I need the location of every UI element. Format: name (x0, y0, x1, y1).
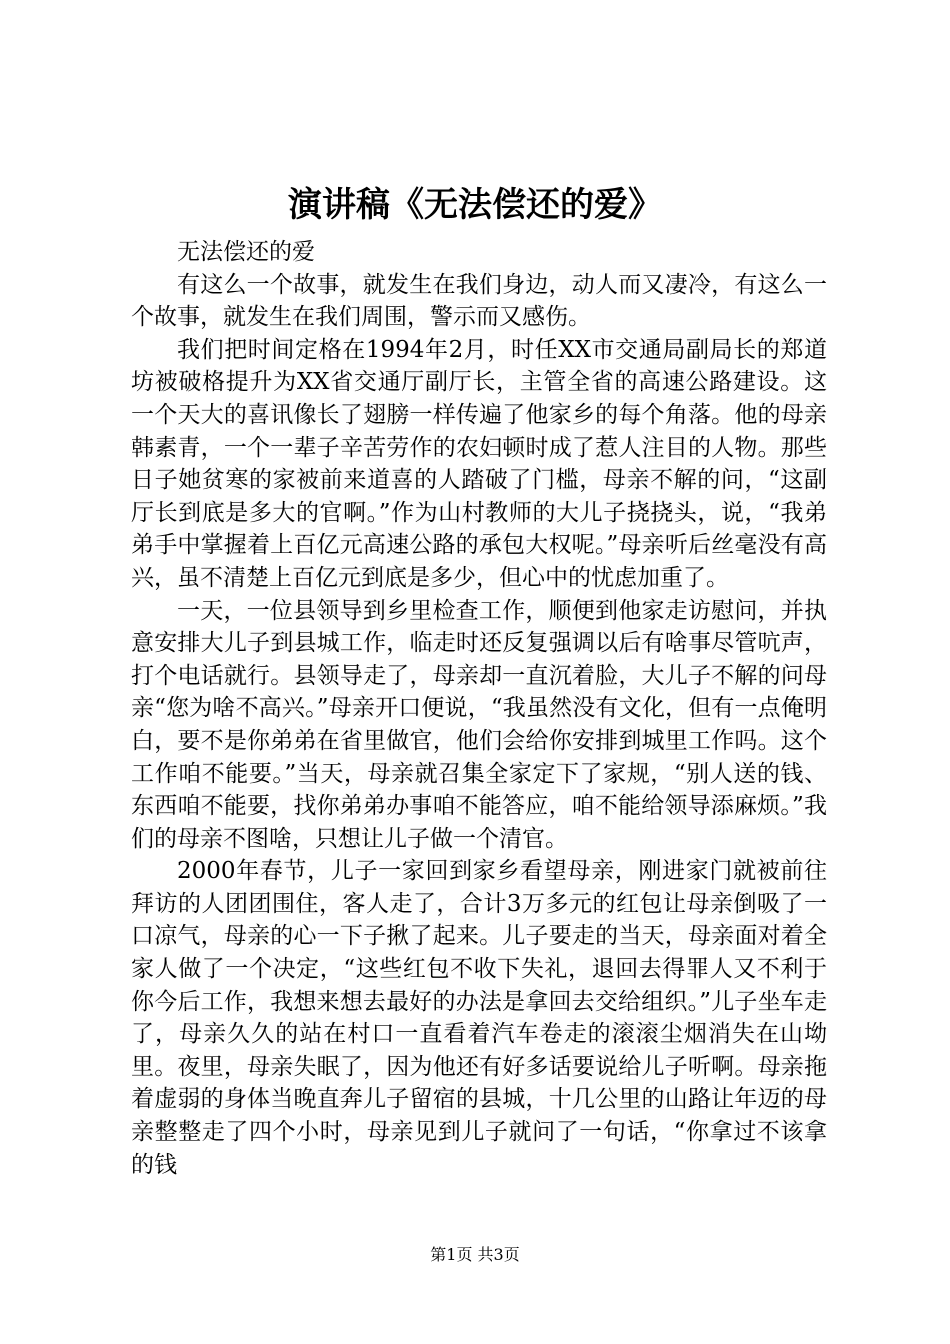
page-number-footer: 第1页 共3页 (430, 1245, 520, 1264)
paragraph-subtitle: 无法偿还的爱 (177, 239, 315, 265)
document-title: 演讲稿《无法偿还的爱》 (288, 185, 662, 225)
paragraph: 2000年春节，儿子一家回到家乡看望母亲，刚进家门就被前往拜访的人团团围住，客人走了，合计3万多元的红包让母亲倒吸了一口凉气，母亲的心一下子揪了起来。儿子要走的当天，母亲面对着全家人做了一个决定，“这些红包不收下失礼，退回去得罪人又不利于你今后工作，我想来想去最好的办法是拿回去交给组织。”儿子坐车走了，母亲久久的站在村口一直看着汽车卷走的滚滚尘烟消失在山坳里。夜里，母亲失眠了，因为他还有好多话要说给儿子听啊。母亲拖着虚弱的身体当晚直奔儿子留宿的县城，十几公里的山路让年迈的母亲整整走了四个小时，母亲见到儿子就问了一句话，“你拿过不该拿的钱 (131, 858, 827, 1178)
paragraph: 有这么一个故事，就发生在我们身边，动人而又凄冷，有这么一个故事，就发生在我们周围，警示而又感伤。 (131, 271, 827, 331)
paragraph: 一天，一位县领导到乡里检查工作，顺便到他家走访慰问，并执意安排大儿子到县城工作，临走时还反复强调以后有啥事尽管吭声，打个电话就行。县领导走了，母亲却一直沉着脸，大儿子不解的问母亲“您为啥不高兴。”母亲开口便说，“我虽然没有文化，但有一点俺明白，要不是你弟弟在省里做官，他们会给你安排到城里工作吗。这个工作咱不能要。”当天，母亲就召集全家定下了家规，“别人送的钱、东西咱不能要，找你弟弟办事咱不能答应，咱不能给领导添麻烦。”我们的母亲不图啥，只想让儿子做一个清官。 (131, 597, 827, 852)
document-body (131, 236, 827, 1181)
paragraph: 我们把时间定格在1994年2月，时任XX市交通局副局长的郑道坊被破格提升为XX省交通厅副厅长，主管全省的高速公路建设。这一个天大的喜讯像长了翅膀一样传遍了他家乡的每个角落。他的母亲韩素青，一个一辈子辛苦劳作的农妇顿时成了惹人注目的人物。那些日子她贫寒的家被前来道喜的人踏破了门槛，母亲不解的问，“这副厅长到底是多大的官啊。”作为山村教师的大儿子挠挠头，说，“我弟弟手中掌握着上百亿元高速公路的承包大权呢。”母亲听后丝毫没有高兴，虽不清楚上百亿元到底是多少，但心中的忧虑加重了。 (131, 336, 827, 591)
